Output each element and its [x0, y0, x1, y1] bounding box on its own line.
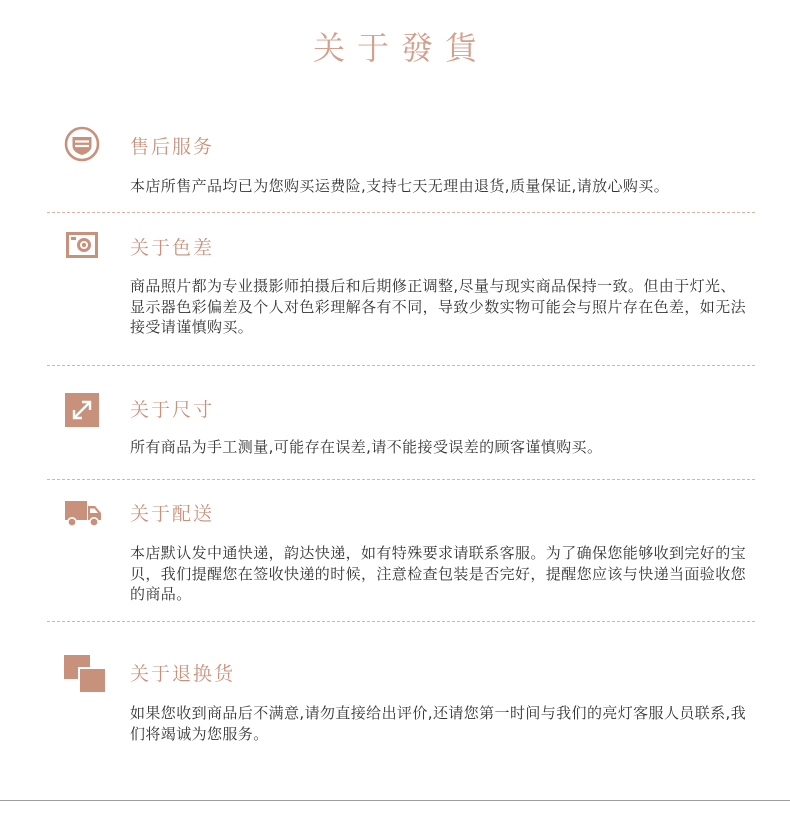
bottom-border [0, 800, 790, 801]
section-title: 关于尺寸 [130, 399, 215, 421]
page-title: 关于發貨 [312, 29, 489, 67]
section-divider [47, 365, 755, 366]
section-body: 商品照片都为专业摄影师拍摄后和后期修正调整,尽量与现实商品保持一致。但由于灯光、显示器色彩偏差及个人对色彩理解各有不同，导致少数实物可能会与照片存在色差，如无法接受请谨慎购买。 [130, 277, 747, 336]
section-body: 本店默认发中通快递，韵达快递，如有特殊要求请联系客服。为了确保您能够收到完好的宝贝，我们提醒您在签收快递的时候，注意检查包装是否完好，提醒您应该与快递当面验收您的商品。 [130, 544, 747, 603]
section-divider [47, 479, 755, 480]
shield-badge-icon [64, 126, 100, 162]
section-title: 关于色差 [130, 237, 215, 259]
section-body: 所有商品为手工测量,可能存在误差,请不能接受误差的顾客谨慎购买。 [130, 438, 603, 456]
section-title: 售后服务 [130, 136, 215, 158]
section-body: 本店所售产品均已为您购买运费险,支持七天无理由退货,质量保证,请放心购买。 [130, 177, 670, 195]
section-title: 关于配送 [130, 503, 215, 525]
section-divider [47, 212, 755, 213]
section-divider [47, 621, 755, 622]
resize-arrow-icon [65, 393, 99, 427]
section-body: 如果您收到商品后不满意,请勿直接给出评价,还请您第一时间与我们的亮灯客服人员联系,我们将竭诚为您服务。 [130, 704, 747, 743]
camera-icon [64, 226, 100, 262]
section-title: 关于退换货 [130, 663, 236, 685]
delivery-truck-icon [64, 496, 102, 532]
exchange-squares-icon [64, 655, 106, 693]
